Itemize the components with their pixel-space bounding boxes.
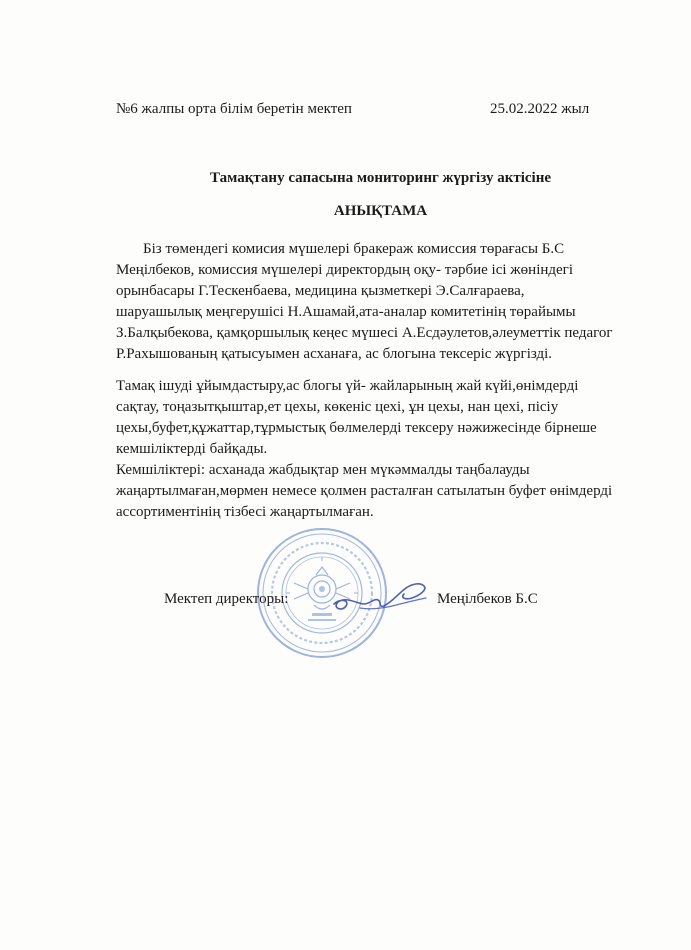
paragraph2-line: цехы,буфет,құжаттар,тұрмыстық бөлмелерді тексеру нәжижесінде бірнеше [116, 420, 597, 436]
paragraph1-line: Р.Рахышованың қатысуымен асханаға, ас блогына тексеріс жүргізді. [116, 346, 553, 362]
handwritten-signature-icon [320, 574, 440, 624]
paragraph2-line: кемшіліктерді байқады. [116, 441, 268, 457]
paragraph1-line: шаруашылық меңгерушісі Н.Ашамай,ата-аналар комитетінің төрайымы [116, 304, 576, 320]
paragraph2-line: ассортиментінің тізбесі жаңартылмаған. [116, 504, 374, 520]
document-title: Тамақтану сапасына мониторинг жүргізу актісіне [209, 170, 551, 186]
paragraph1-line: Меңілбеков, комиссия мүшелері директордың оқу- тәрбие ісі жөніндегі [116, 262, 573, 278]
paragraph1-line: Біз төмендегі комисия мүшелері бракераж комиссия төрағасы Б.С [143, 241, 565, 257]
paragraph2-line: сақтау, тоңазытқыштар,ет цехы, көкеніс цехі, ұн цехы, нан цехі, пісіу [116, 399, 559, 415]
paragraph1-line: орынбасары Г.Тескенбаева, медицина қызметкері Э.Салғараева, [116, 283, 525, 299]
paragraph2-line: Тамақ ішуді ұйымдастыру,ас блогы үй- жайларының жай күйі,өнімдерді [116, 378, 579, 394]
paragraph2-line: Кемшіліктері: асханада жабдықтар мен мүкәммалды таңбалауды [116, 462, 530, 478]
document-subtitle: АНЫҚТАМА [333, 203, 428, 219]
signature-label: Мектеп директоры: [164, 591, 289, 607]
paragraph2-line: жаңартылмаған,мөрмен немесе қолмен расталған сатылатын буфет өнімдерді [116, 483, 613, 499]
paragraph1-line: З.Балқыбекова, қамқоршылық кеңес мүшесі А.Есдәулетов,әлеуметтік педагог [116, 325, 613, 341]
document-date: 25.02.2022 жыл [490, 101, 590, 117]
signer-name: Меңілбеков Б.С [437, 591, 538, 607]
school-name: №6 жалпы орта білім беретін мектеп [116, 101, 352, 117]
